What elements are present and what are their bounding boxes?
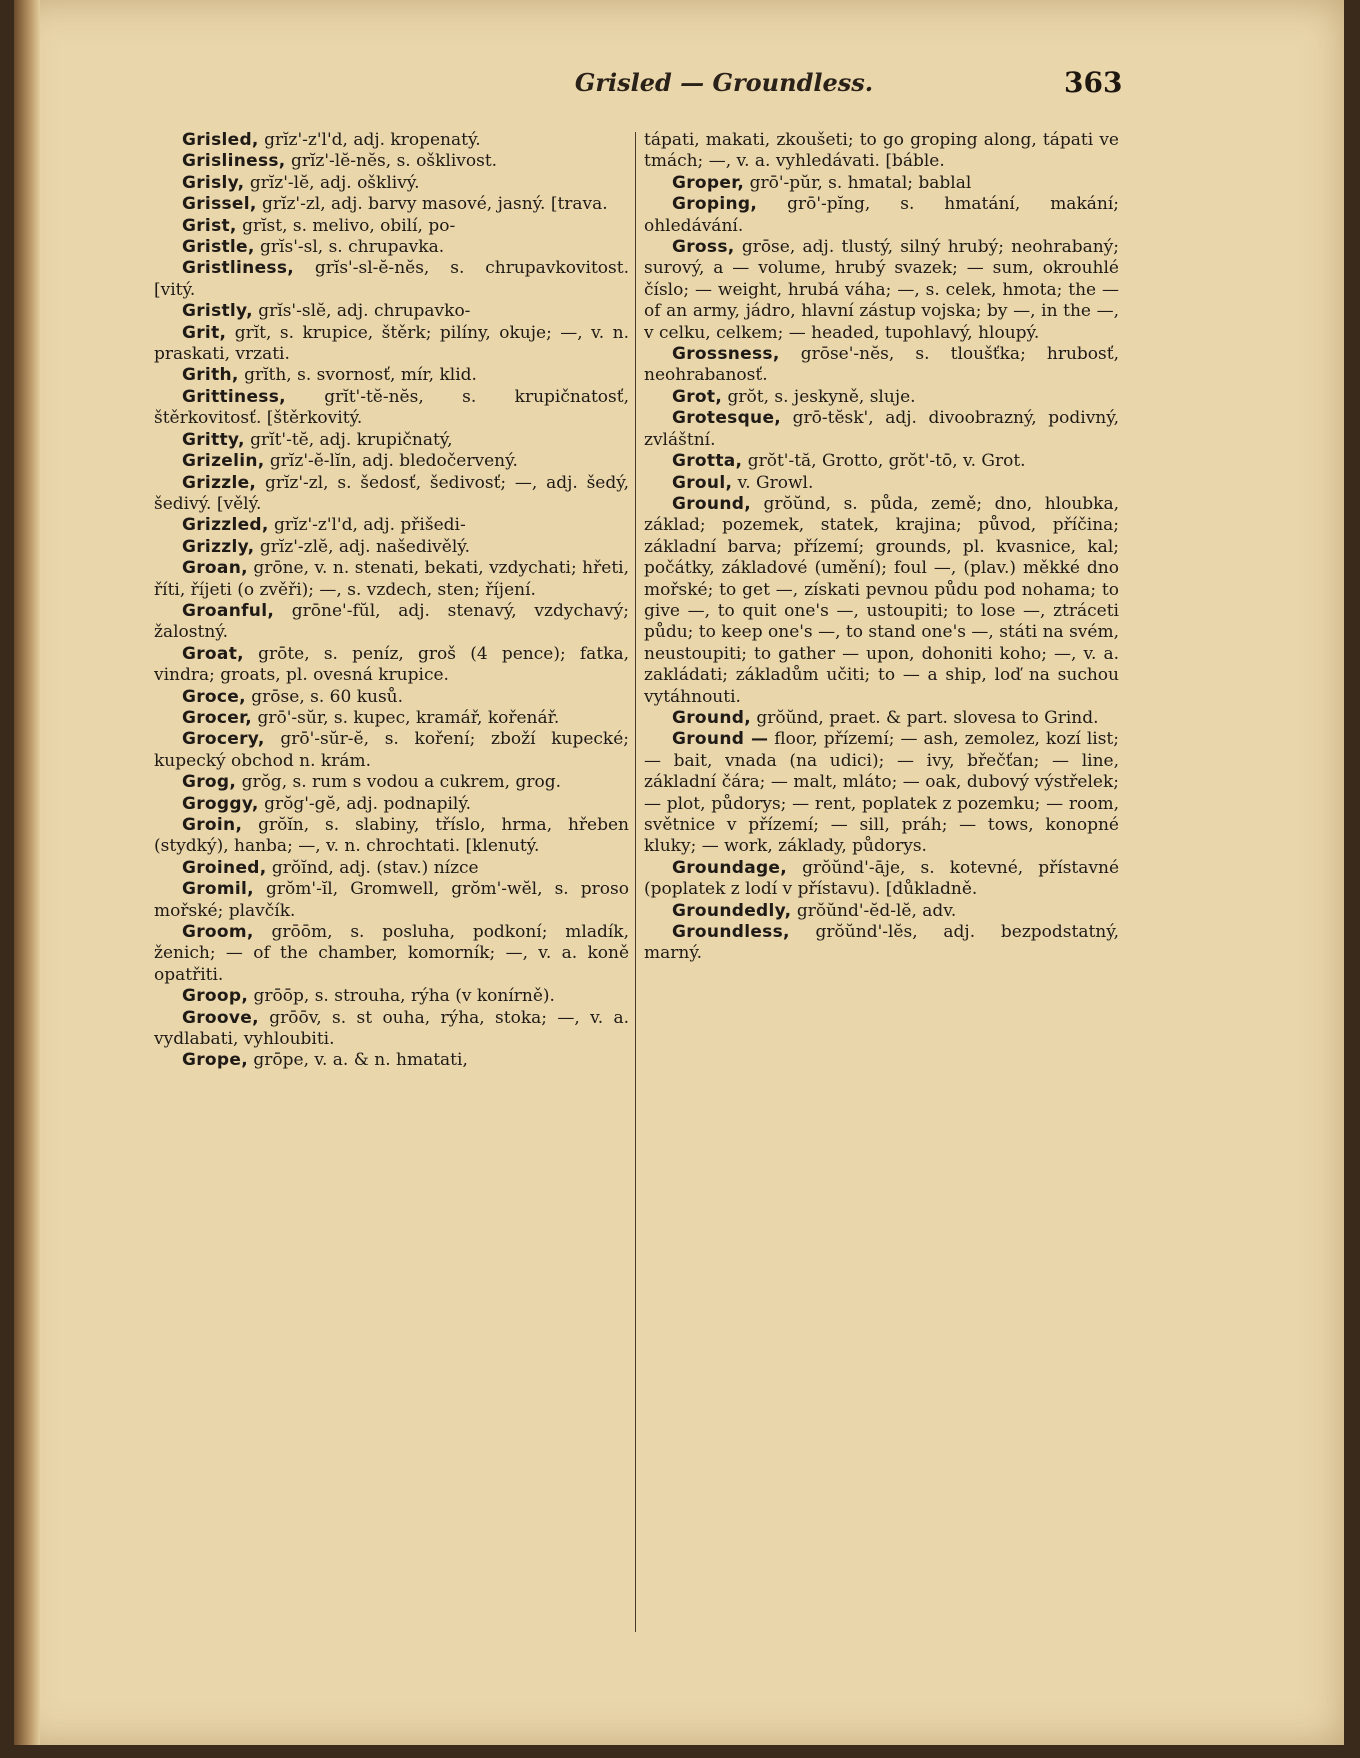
dictionary-entry	[154, 708, 629, 729]
entry-definition: grōte, s. peníz, groš (4 pence); fatka, vindra; groats, pl. ovesná krupice.	[154, 643, 629, 686]
entry-definition: grĭz'-zlĕ, adj. našedivělý.	[259, 536, 471, 557]
entry-definition: grŏt, s. jeskyně, sluje.	[727, 386, 916, 407]
entry-headword: Groan,	[182, 558, 248, 579]
dictionary-entry	[644, 130, 1119, 173]
entry-headword: Gross,	[672, 237, 735, 258]
entry-definition: grĭz'-lĕ, adj. ošklivý.	[249, 172, 420, 193]
entry-headword: Gromil,	[182, 879, 254, 900]
dictionary-entry	[644, 194, 1119, 237]
right-column	[644, 130, 1119, 965]
entry-headword: Groom,	[182, 922, 254, 943]
dictionary-entry	[154, 1050, 629, 1071]
dictionary-entry	[154, 301, 629, 322]
dictionary-entry	[154, 387, 629, 430]
dictionary-entry	[154, 173, 629, 194]
dictionary-entry	[644, 901, 1119, 922]
entry-definition: grĭt, s. krupice, štěrk; pilíny, okuje; —, v. n. praskati, vrzati.	[154, 322, 629, 365]
entry-headword: Ground,	[672, 707, 751, 728]
entry-headword: Ground —	[672, 729, 769, 750]
dictionary-entry	[644, 237, 1119, 344]
entry-definition: grŏĭn, s. slabiny, tříslo, hrma, hřeben (stydký), hanba; —, v. n. chrochtati. [klenutý.	[154, 815, 630, 857]
entry-headword: Grot,	[672, 386, 723, 407]
entry-definition: grĭth, s. svornosť, mír, klid.	[244, 365, 477, 386]
entry-definition: grōse'-nĕs, s. tloušťka; hrubosť, neohrabanosť.	[644, 344, 1119, 386]
entry-headword: Groundedly,	[672, 900, 792, 921]
entry-headword: Groul,	[672, 472, 733, 493]
entry-headword: Groundage,	[672, 857, 788, 878]
entry-headword: Grog,	[182, 772, 237, 793]
entry-definition: grō'-pĭng, s. hmatání, makání; ohledávání.	[644, 194, 1119, 236]
dictionary-entry	[154, 151, 629, 172]
dictionary-entry	[154, 451, 629, 472]
entry-headword: Ground,	[672, 493, 751, 514]
entry-headword: Gristliness,	[182, 258, 294, 279]
entry-headword: Grisled,	[182, 130, 259, 150]
dictionary-entry	[644, 494, 1119, 708]
dictionary-entry	[154, 473, 629, 516]
entry-headword: Grotesque,	[672, 408, 782, 429]
dictionary-entry	[154, 216, 629, 237]
entry-definition: grōōp, s. strouha, rýha (v konírně).	[253, 986, 555, 1007]
dictionary-entry	[154, 815, 629, 858]
dictionary-entry	[644, 387, 1119, 408]
entry-headword: Groop,	[182, 986, 249, 1007]
entry-definition: grĭz'-zl, s. šedosť, šedivosť; —, adj. šedý, šedivý. [vělý.	[154, 472, 629, 514]
entry-definition: grŏŭnd, s. půda, země; dno, hloubka, základ; pozemek, statek, krajina; původ, příčina; základní barva; přízemí; grounds, pl. kvasnice, kal; počátky, základové (umění); foul —, (plav.) měkké dno mořské; to get —, získati pevnou půdu pod nohama; to give —, to quit one's —, ustoupiti; to lose —, ztráceti půdu; to keep one's —, to stand one's —, státi na svém, neustoupiti; to gather — upon, dohoniti koho; —, v. a. zakládati; základům učiti; to — a ship, loď na suchou vytáhnouti.	[644, 493, 1119, 707]
entry-definition: grĭz'-z'l'd, adj. kropenatý.	[264, 130, 481, 150]
dictionary-entry	[154, 922, 629, 986]
entry-headword: Grossness,	[672, 344, 780, 365]
entry-definition: grŏg, s. rum s vodou a cukrem, grog.	[241, 772, 562, 793]
dictionary-entry	[154, 986, 629, 1007]
dictionary-entry	[644, 344, 1119, 387]
dictionary-entry	[154, 794, 629, 815]
dictionary-entry	[154, 537, 629, 558]
entry-definition: grŏĭnd, adj. (stav.) nízce	[271, 857, 479, 878]
entry-headword: Groping,	[672, 194, 758, 215]
entry-definition: grŏg'-gĕ, adj. podnapilý.	[264, 793, 472, 814]
entry-headword: Groanful,	[182, 600, 275, 621]
entry-definition: grōse, s. 60 kusů.	[251, 686, 404, 707]
dictionary-page	[14, 0, 1344, 1745]
entry-definition: grŏŭnd'-lĕs, adj. bezpodstatný, marný.	[644, 922, 1120, 964]
entry-headword: Grizzly,	[182, 536, 255, 557]
dictionary-entry	[644, 708, 1119, 729]
entry-definition: grŏŭnd'-ĕd-lĕ, adv.	[796, 900, 957, 921]
entry-definition: v. Growl.	[737, 472, 814, 493]
entry-definition: grōōm, s. posluha, podkoní; mladík, ženich; — of the chamber, komorník; —, v. a. koně opatřiti.	[154, 922, 630, 985]
dictionary-entry	[644, 473, 1119, 494]
entry-headword: Grocery,	[182, 729, 265, 750]
entry-definition: grĭz'-zl, adj. barvy masové, jasný. [trava.	[262, 194, 608, 215]
entry-headword: Grisly,	[182, 172, 245, 193]
entry-headword: Grittiness,	[182, 386, 286, 407]
dictionary-entry	[154, 430, 629, 451]
entry-definition: grōōv, s. st ouha, rýha, stoka; —, v. a. vydlabati, vyhloubiti.	[154, 1007, 629, 1050]
entry-headword: Groundless,	[672, 922, 790, 943]
entry-definition: floor, přízemí; — ash, zemolez, kozí list; — bait, vnada (na udici); — ivy, břečťan; — line, základní čára; — malt, mláto; — oak, dubový výstřelek; — plot, půdorys; — rent, poplatek z pozemku; — room, světnice v přízemí; — sill, práh; — tows, konopné kluky; — work, základy, půdorys.	[644, 729, 1119, 857]
entry-headword: Gritty,	[182, 429, 245, 450]
entry-definition: grŏŭnd, praet. & part. slovesa to Grind.	[756, 707, 1099, 728]
entry-definition: grōne'-fŭl, adj. stenavý, vzdychavý; žalostný.	[154, 600, 629, 643]
dictionary-entry	[644, 173, 1119, 194]
entry-definition: grōpe, v. a. & n. hmatati,	[253, 1050, 468, 1071]
entry-definition: grō'-pŭr, s. hmatal; bablal	[749, 172, 972, 193]
dictionary-entry	[154, 1008, 629, 1051]
dictionary-entry	[154, 194, 629, 215]
entry-definition: grĭs'-sl, s. chrupavka.	[260, 237, 445, 258]
entry-definition: grōse, adj. tlustý, silný hrubý; neohrabaný; surový, a — volume, hrubý svazek; — sum, okrouhlé číslo; — weight, hrubá váha; —, s. celek, hmota; the — of an army, jádro, hlavní zástup vojska; by —, in the —, v celku, celkem; — headed, tupohlavý, hloupý.	[644, 237, 1120, 343]
entry-definition: grŏŭnd'-āje, s. kotevné, přístavné (poplatek z lodí v přístavu). [důkladně.	[644, 857, 1119, 900]
dictionary-entry	[644, 451, 1119, 472]
entry-definition: grĭz'-z'l'd, adj. přišedi-	[274, 515, 466, 536]
dictionary-entry	[154, 879, 629, 922]
entry-definition: grĭt'-tĕ, adj. krupičnatý,	[250, 429, 453, 450]
entry-headword: Gristly,	[182, 301, 253, 322]
entry-headword: Groce,	[182, 686, 246, 707]
entry-definition: grĭst, s. melivo, obilí, po-	[242, 215, 456, 236]
entry-headword: Grist,	[182, 215, 237, 236]
column-divider	[635, 132, 636, 1632]
entry-headword: Grizzled,	[182, 515, 269, 536]
entry-definition: grō'-sŭr, s. kupec, kramář, kořenář.	[257, 707, 560, 728]
page-number: 363	[1064, 66, 1123, 99]
dictionary-entry	[644, 922, 1119, 965]
dictionary-entry	[154, 644, 629, 687]
entry-headword: Groat,	[182, 643, 244, 664]
entry-headword: Groper,	[672, 172, 745, 193]
dictionary-entry	[154, 258, 629, 301]
entry-definition: grŏm'-ĭl, Gromwell, grŏm'-wĕl, s. proso mořské; plavčík.	[154, 879, 629, 921]
entry-headword: Grocer,	[182, 707, 253, 728]
entry-headword: Grit,	[182, 322, 227, 343]
running-title: Grisled — Groundless.	[574, 68, 874, 97]
entry-definition: grĭz'-lĕ-nĕs, s. ošklivost.	[290, 151, 498, 172]
dictionary-entry	[154, 365, 629, 386]
dictionary-entry	[154, 130, 629, 151]
entry-definition: grŏt'-tă, Grotto, grŏt'-tō, v. Grot.	[747, 451, 1026, 472]
entry-headword: Gristle,	[182, 237, 255, 258]
dictionary-entry	[154, 858, 629, 879]
entry-headword: Groove,	[182, 1007, 259, 1028]
entry-headword: Grissel,	[182, 194, 257, 215]
left-column	[154, 130, 629, 1072]
dictionary-entry	[154, 323, 629, 366]
entry-definition: tápati, makati, zkoušeti; to go groping along, tápati ve tmách; —, v. a. vyhledávati. [báble.	[644, 130, 1119, 172]
entry-headword: Grope,	[182, 1050, 248, 1071]
dictionary-entry	[154, 515, 629, 536]
dictionary-entry	[644, 729, 1119, 857]
dictionary-entry	[154, 772, 629, 793]
entry-definition: grōne, v. n. stenati, bekati, vzdychati; hřeti, říti, říjeti (o zvěři); —, s. vzdech, sten; říjení.	[154, 558, 629, 600]
entry-definition: grĭt'-tĕ-nĕs, s. krupičnatosť, štěrkovitosť. [štěrkovitý.	[154, 386, 630, 429]
entry-headword: Grotta,	[672, 451, 743, 472]
entry-headword: Groin,	[182, 815, 243, 835]
entry-definition: grĭs'-sl-ĕ-nĕs, s. chrupavkovitost. [vitý.	[154, 258, 629, 300]
dictionary-entry	[154, 687, 629, 708]
dictionary-entry	[154, 601, 629, 644]
dictionary-entry	[154, 729, 629, 772]
dictionary-entry	[644, 408, 1119, 451]
entry-headword: Grizzle,	[182, 472, 257, 493]
dictionary-entry	[644, 858, 1119, 901]
entry-definition: grĭz'-ĕ-lĭn, adj. bledočervený.	[269, 451, 518, 472]
entry-headword: Groggy,	[182, 793, 259, 814]
entry-headword: Groined,	[182, 857, 267, 878]
entry-headword: Grizelin,	[182, 451, 265, 472]
dictionary-entry	[154, 558, 629, 601]
book-spine-shadow	[14, 0, 40, 1745]
entry-definition: grō-tĕsk', adj. divoobrazný, podivný, zvláštní.	[644, 408, 1120, 450]
entry-headword: Grisliness,	[182, 151, 286, 172]
entry-definition: grĭs'-slĕ, adj. chrupavko-	[258, 301, 471, 322]
entry-headword: Grith,	[182, 365, 239, 386]
entry-definition: grō'-sŭr-ĕ, s. koření; zboží kupecké; kupecký obchod n. krám.	[154, 729, 630, 771]
dictionary-entry	[154, 237, 629, 258]
